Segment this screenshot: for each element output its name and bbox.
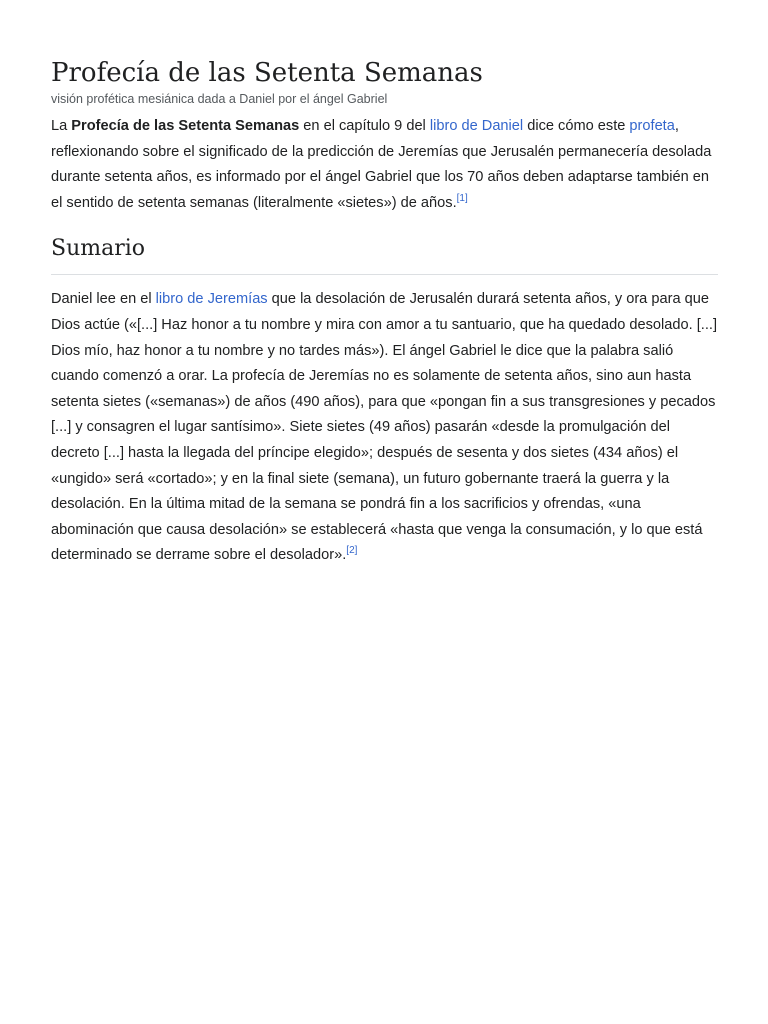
intro-text-1: La (51, 118, 72, 134)
summary-text-2: que la desolación de Jerusalén durará setenta años, y ora para que Dios actúe («[...] Haz honor a tu nombre y mira con amor a tu santuario, que ha quedado desolado. [...] Dios mío, haz honor a tu nombre y no tardes más»). El ángel Gabriel le dice que la palabra salió cuando comenzó a orar. La profecía de Jeremías no es solamente de setenta años, sino aun hasta setenta sietes («semanas») de años (490 años), para que «pongan fin a sus transgresiones y pecados [...] y consagren el lugar santísimo». Siete sietes (49 años) pasarán «desde la promulgación del decreto [...] hasta la llegada del príncipe elegido»; después de sesenta y dos sietes (434 años) el «ungido» será «cortado»; y en la final siete (semana), un futuro gobernante traerá la guerra y la desolación. En la última mitad de la semana se pondrá fin a los sacrificios y ofrendas, «una abominación que causa desolación» se establecerá «hasta que venga la consumación, y lo que está determinado se derrame sobre el desolador». (51, 291, 718, 564)
intro-paragraph (51, 114, 718, 216)
reference-2-link[interactable]: [2] (346, 545, 358, 557)
reference-1-link[interactable]: [1] (456, 192, 468, 204)
intro-text-2: en el capítulo 9 del (299, 118, 430, 134)
section-heading-sumario: Sumario (51, 234, 718, 275)
intro-bold-term: Profecía de las Setenta Semanas (71, 118, 300, 134)
intro-text-4: , reflexionando sobre el significado de la predicción de Jeremías que Jerusalén permanecería desolada durante setenta años, es informado por el ángel Gabriel que los 70 años deben adaptarse también en el sentido de setenta semanas (literalmente «sietes») de años. (51, 118, 712, 211)
link-libro-de-daniel[interactable]: libro de Daniel (429, 118, 524, 134)
link-profeta[interactable]: profeta (629, 118, 675, 134)
summary-paragraph (51, 287, 718, 569)
page-title: Profecía de las Setenta Semanas (51, 58, 483, 88)
article-content (51, 56, 718, 569)
page-subtitle: visión profética mesiánica dada a Daniel por el ángel Gabriel (51, 92, 388, 106)
intro-text-3: dice cómo este (523, 118, 630, 134)
link-libro-de-jeremias[interactable]: libro de Jeremías (155, 291, 268, 308)
summary-text-1: Daniel lee en el (51, 291, 156, 308)
